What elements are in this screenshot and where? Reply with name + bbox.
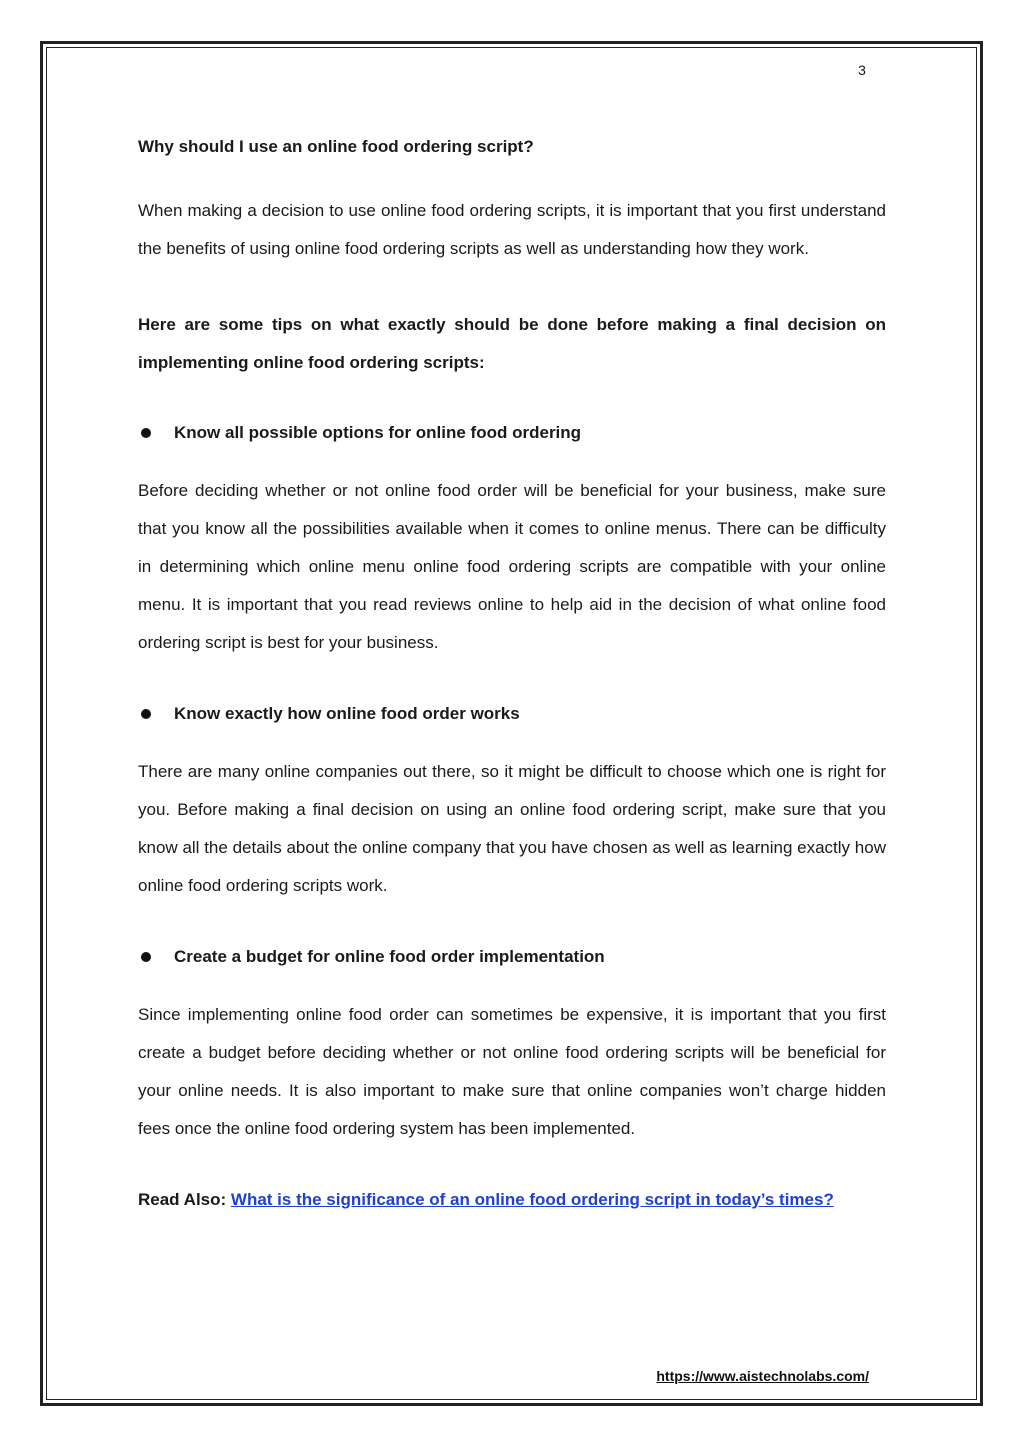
footer-website-link[interactable]: https://www.aistechnolabs.com/ bbox=[656, 1368, 869, 1384]
section-paragraph: Since implementing online food order can sometimes be expensive, it is important that you first create a budget before deciding whether or not online food ordering scripts will be beneficial for your online needs. It is also important to make sure that online companies won’t charge hidden fees once the online food ordering system has been implemented. bbox=[138, 1005, 886, 1138]
intro-paragraph: When making a decision to use online food ordering scripts, it is important that you first understand the benefits of using online food ordering scripts as well as understanding how they work. bbox=[138, 201, 886, 258]
section-paragraph: There are many online companies out there, so it might be difficult to choose which one is right for you. Before making a final decision on using an online food ordering script, make sure that you know all the details about the online company that you have chosen as well as learning exactly how online food ordering scripts work. bbox=[138, 762, 886, 895]
bullet-item bbox=[138, 938, 886, 976]
read-also-label: Read Also: bbox=[138, 1190, 227, 1209]
section-heading: Why should I use an online food ordering script? bbox=[138, 137, 534, 156]
read-also-link[interactable]: What is the significance of an online food ordering script in today’s times? bbox=[230, 1190, 834, 1209]
bullet-item bbox=[138, 695, 886, 733]
read-also bbox=[138, 1181, 886, 1219]
bullet-icon bbox=[141, 709, 151, 719]
bullet-title: Create a budget for online food order implementation bbox=[174, 947, 605, 966]
page-number: 3 bbox=[858, 62, 866, 78]
tips-heading: Here are some tips on what exactly should be done before making a final decision on implementing online food ordering scripts: bbox=[138, 315, 886, 372]
bullet-title: Know exactly how online food order works bbox=[174, 704, 520, 723]
bullet-icon bbox=[141, 428, 151, 438]
bullet-title: Know all possible options for online food ordering bbox=[174, 423, 582, 442]
document-body bbox=[138, 128, 886, 1219]
bullet-icon bbox=[141, 952, 151, 962]
bullet-item bbox=[138, 414, 886, 452]
section-paragraph: Before deciding whether or not online food order will be beneficial for your business, make sure that you know all the possibilities available when it comes to online menus. There can be difficulty in determining which online menu online food ordering scripts are compatible with your online menu. It is important that you read reviews online to help aid in the decision of what online food ordering script is best for your business. bbox=[138, 481, 886, 652]
